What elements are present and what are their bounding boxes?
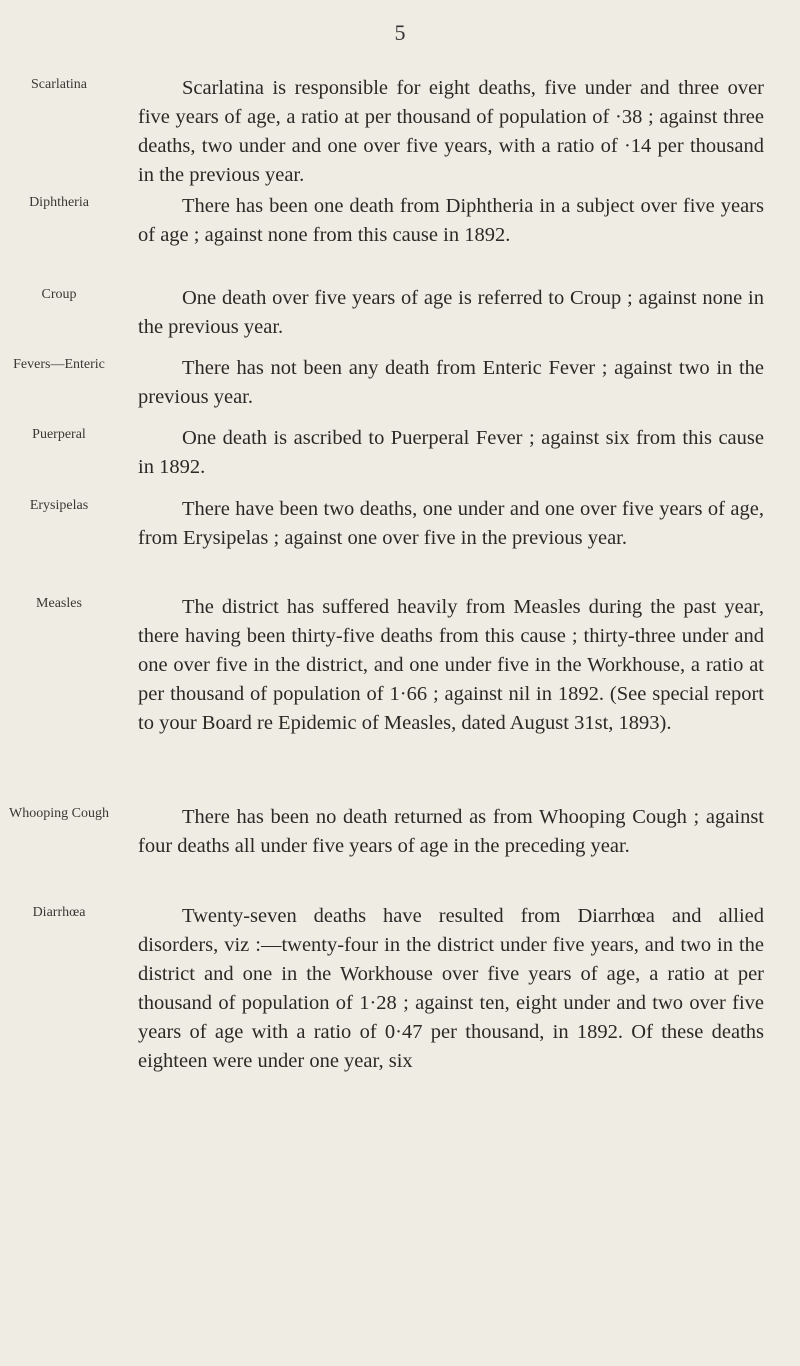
paragraph: One death is ascribed to Puerperal Fever ; against six from this cause in 1892. [138,427,764,478]
page-number: 5 [394,20,406,45]
paragraph: Twenty-seven deaths have resulted from Diarrhœa and allied disorders, viz :—twenty-four in the district under five years, and two in the district and one in the Workhouse over five years of age, a ratio at per thousand of population of 1·28 ; against ten, eight under and two over five years of age with a ratio of 0·47 per thousand, in 1892. Of these deaths eighteen were under one year, six [138,905,764,1072]
paragraph: The district has suffered heavily from Measles during the past year, there having been thirty-five deaths from this cause ; thirty-three under and one over five in the district, and one under five in the Workhouse, a ratio at per thousand of population of 1·66 ; against nil in 1892. (See special report to your Board re Epidemic of Measles, dated August 31st, 1893). [138,596,764,734]
paragraph: There has been one death from Diphtheria in a subject over five years of age ; against none from this cause in 1892. [138,195,764,246]
margin-label: Measles [36,596,82,611]
margin-label: Croup [41,287,77,302]
margin-label: Diarrhœa [32,905,86,920]
margin-label: Scarlatina [31,77,87,92]
paragraph: There has not been any death from Enteric Fever ; against two in the previous year. [138,357,764,408]
margin-label: Diphtheria [29,195,89,210]
paragraph: There have been two deaths, one under and one over five years of age, from Erysipelas ; against one over five in the previous year. [138,498,764,549]
paragraph: There has been no death returned as from Whooping Cough ; against four deaths all under five years of age in the preceding year. [138,806,764,857]
margin-label: Puerperal [32,427,86,442]
paragraph: Scarlatina is responsible for eight deaths, five under and three over five years of age, a ratio at per thousand of population of ·38 ; against three deaths, two under and one over five years, with a ratio of ·14 per thousand in the previous year. [138,77,764,186]
margin-label: Erysipelas [29,498,89,513]
margin-label: Whooping Cough [9,806,109,821]
margin-label: Fevers—Enteric [13,357,105,372]
paragraph: One death over five years of age is referred to Croup ; against none in the previous year. [138,287,764,338]
